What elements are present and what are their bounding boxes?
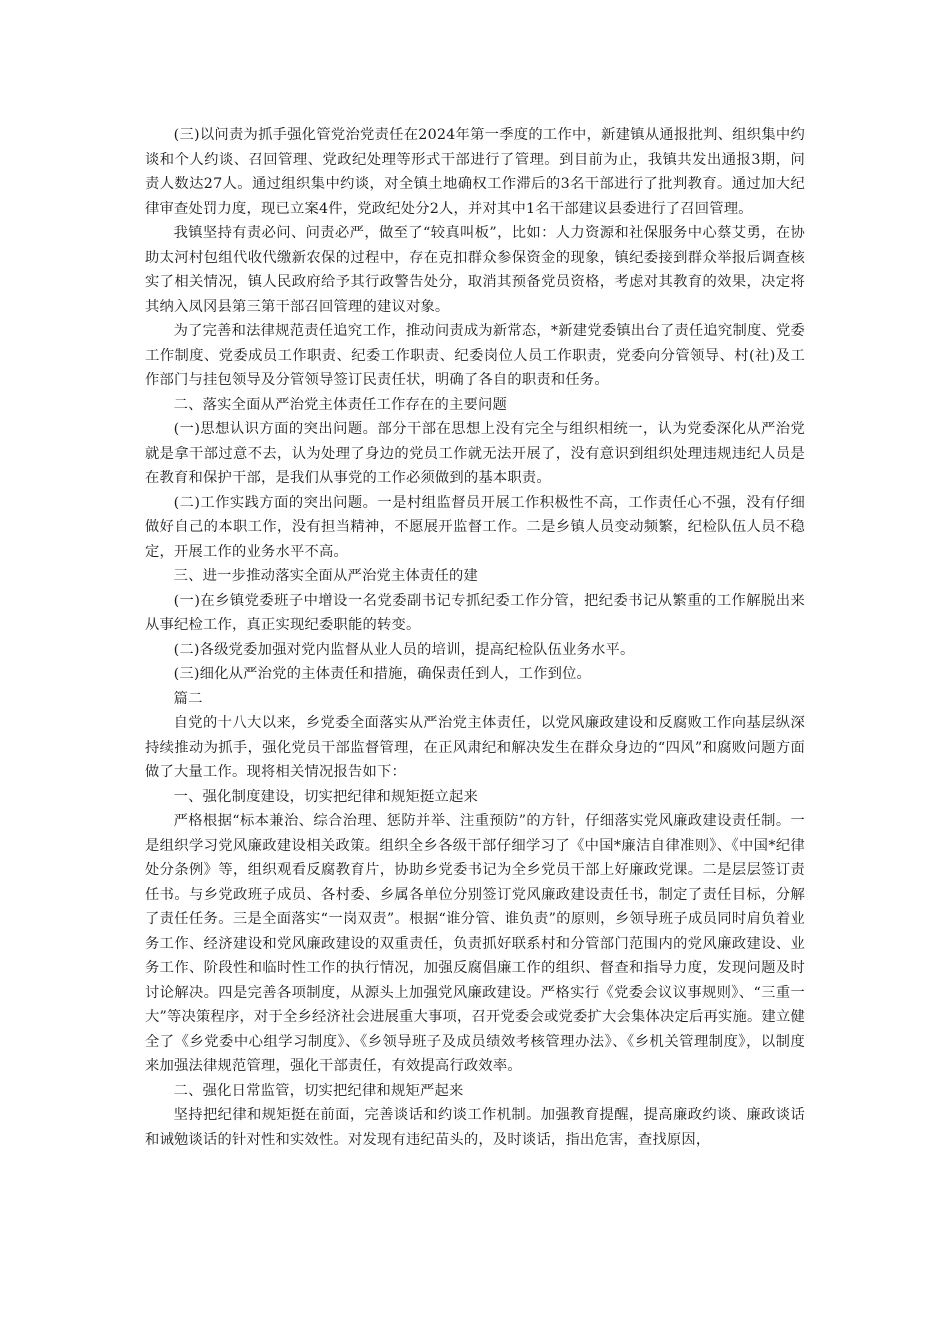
paragraph: 严格根据“标本兼治、综合治理、惩防并举、注重预防”的方针，仔细落实党风廉政建设责任制。一是组织学习党风廉政建设相关政策。组织全乡各级干部仔细学习了《中国*廉洁自律准则》、《中国*纪律处分条例》等，组织观看反腐教育片，协助乡党委书记为全乡党员干部上好廉政党课。二是层层签订责任书。与乡党政班子成员、各村委、乡属各单位分别签订党风廉政建设责任书，制定了责任目标，分解了责任任务。三是全面落实“一岗双责”。根据“谁分管、谁负责”的原则，乡领导班子成员同时肩负着业务工作、经济建设和党风廉政建设的双重责任，负责抓好联系村和分管部门范围内的党风廉政建设、业务工作、阶段性和临时性工作的执行情况，加强反腐倡廉工作的组织、督查和指导力度，发现问题及时讨论解决。四是完善各项制度，从源头上加强党风廉政建设。严格实行《党委会议议事规则》、“三重一大”等决策程序，对于全乡经济社会进展重大事项，召开党委会或党委扩大会集体决定后再实施。建立健全了《乡党委中心组学习制度》、《乡领导班子及成员绩效考核管理办法》、《乡机关管理制度》，以制度来加强法律规范管理，强化干部责任，有效提高行政效率。	[145, 813, 805, 1074]
part-heading: 篇二	[173, 690, 203, 707]
paragraph: 为了完善和法律规范责任追究工作，推动问责成为新常态，*新建党委镇出台了责任追究制度、党委工作制度、党委成员工作职责、纪委工作职责、纪委岗位人员工作职责，党委向分管领导、村(社)及工作部门与挂包领导及分管领导签订民责任状，明确了各自的职责和任务。	[145, 323, 805, 388]
section-heading: 二、落实全面从严治党主体责任工作存在的主要问题	[173, 396, 508, 413]
paragraph: 坚持把纪律和规矩挺在前面，完善谈话和约谈工作机制。加强教育提醒，提高廉政约谈、廉政谈话和诫勉谈话的针对性和实效性。对发现有违纪苗头的，及时谈话，指出危害，查找原因，	[145, 1107, 805, 1148]
paragraph: 我镇坚持有责必问、问责必严，做至了“较真叫板”，比如：人力资源和社保服务中心蔡艾勇，在协助太河村包组代收代缴新农保的过程中，存在克扣群众参保资金的现象，镇纪委接到群众举报后调查核实了相关情况，镇人民政府给予其行政警告处分，取消其预备党员资格，考虑对其教育的效果，决定将其纳入凤冈县第三第干部召回管理的建议对象。	[145, 225, 805, 315]
paragraph: (一)在乡镇党委班子中增设一名党委副书记专抓纪委工作分管，把纪委书记从繁重的工作解脱出来从事纪检工作，真正实现纪委职能的转变。	[145, 592, 805, 633]
paragraph: (一)思想认识方面的突出问题。部分干部在思想上没有完全与组织相统一，认为党委深化从严治党就是拿干部过意不去，认为处理了身边的党员工作就无法开展了，没有意识到组织处理违规违纪人员是在教育和保护干部，是我们从事党的工作必须做到的基本职责。	[145, 421, 805, 486]
paragraph: (二)各级党委加强对党内监督从业人员的培训，提高纪检队伍业务水平。	[173, 641, 635, 658]
document-body	[145, 123, 805, 1152]
paragraph: (二)工作实践方面的突出问题。一是村组监督员开展工作积极性不高，工作责任心不强，没有仔细做好自己的本职工作，没有担当精神，不愿展开监督工作。二是乡镇人员变动频繁，纪检队伍人员不稳定，开展工作的业务水平不高。	[145, 494, 805, 560]
paragraph: 自党的十八大以来，乡党委全面落实从严治党主体责任，以党风廉政建设和反腐败工作向基层纵深持续推动为抓手，强化党员干部监督管理，在正风肃纪和解决发生在群众身边的“四风”和腐败问题方面做了大量工作。现将相关情况报告如下：	[145, 715, 805, 780]
section-heading: 三、进一步推动落实全面从严治党主体责任的建	[173, 568, 479, 584]
paragraph: (三)细化从严治党的主体责任和措施，确保责任到人，工作到位。	[173, 666, 592, 682]
section-heading: 二、强化日常监管，切实把纪律和规矩严起来	[173, 1082, 464, 1099]
section-heading: 一、强化制度建设，切实把纪律和规矩挺立起来	[173, 788, 479, 805]
paragraph: (三)以问责为抓手强化管党治党责任在2024年第一季度的工作中，新建镇从通报批判、组织集中约谈和个人约谈、召回管理、党政纪处理等形式干部进行了管理。到目前为止，我镇共发出通报3期，问责人数达27人。通过组织集中约谈，对全镇土地确权工作滞后的3名干部进行了批判教育。通过加大纪律审查处罚力度，现已立案4件，党政纪处分2人，并对其中1名干部建议县委进行了召回管理。	[145, 127, 805, 217]
